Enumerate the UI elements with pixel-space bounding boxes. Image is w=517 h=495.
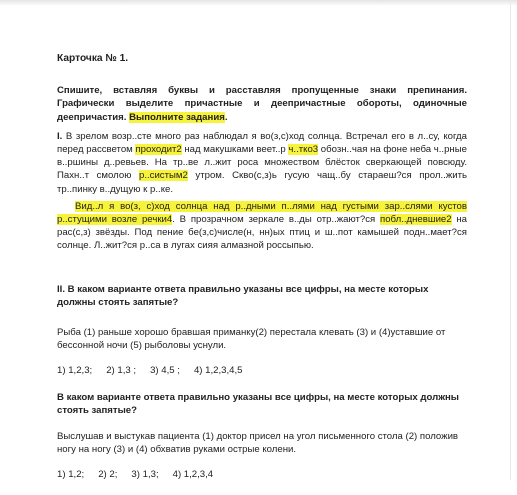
question1-option: 1) 1,2,3; — [57, 365, 93, 377]
task-highlight: Выполните задания — [129, 111, 225, 123]
p2-highlight-1: Вид..л я во(з, с)ход солнца над р..дными п..лями над густыми зар..слями кустов р..стущими возле речки4 — [57, 200, 467, 226]
question1-title: II. В каком варианте ответа правильно указаны все цифры, на месте которых должны стоять запятые? — [57, 283, 429, 308]
task-instructions — [57, 84, 467, 124]
question1-text: Рыба (1) раньше хорошо бравшая приманку(2) перестала клевать (3) и (4)уставшие от бессонной ночи (5) рыболовы уснули. — [57, 327, 446, 352]
question1-option: 2) 1,3 ; — [106, 365, 137, 377]
p1-text-c: обозн..чая на фоне неба ч..рные в..ршины д..ревьев. На тр..ве л..жит роса множеством блёсток сверкающей повсюду. Пахн..т смолою — [57, 144, 467, 182]
question1-options — [57, 364, 467, 377]
question2-title: В каком варианте ответа правильно указаны все цифры, на месте которых должны стоять запятые? — [57, 391, 459, 416]
p1-text-a: В зрелом возр..сте много раз наблюдал я во(з,с)ход солнца. Встречал его в л..су, когда перед рассветом — [57, 130, 467, 156]
p1-highlight-3: р..систым2 — [138, 170, 188, 182]
spacer — [57, 253, 467, 283]
question1-option: 3) 4,5 ; — [150, 365, 180, 377]
question2-option: 3) 1,3; — [131, 469, 159, 481]
p1-text-b: над макушками веет..р — [181, 144, 289, 156]
question2-option: 2) 2; — [98, 469, 118, 481]
p2-text-a: . В прозрачном зеркале в..ды отр..жают?ся — [172, 214, 381, 226]
p1-text-d: утром. Скво(с,з)ь гусую чащ..бу стараеш?ся прол..жить тр..пинку в..дущую к р..ке. — [57, 170, 467, 195]
section1-paragraph2 — [57, 200, 467, 253]
question2-text: Выслушав и выстукав пациента (1) доктор присел на угол письменного стола (2) положив ногу на ногу (3) и (4) обхватив руками острые колени. — [57, 431, 459, 456]
question1-option: 4) 1,2,3,4,5 — [193, 365, 243, 377]
p1-highlight-1: проходит2 — [135, 144, 182, 156]
question2-option: 4) 1,2,3,4 — [172, 469, 214, 481]
section1-number: I. — [57, 130, 63, 142]
document-body — [57, 52, 467, 495]
page-top-edge — [0, 0, 517, 6]
task-end: . — [224, 111, 228, 123]
task-text: Спишите, вставляя буквы и расставляя пропущенные знаки препинания. Графически выделите причастные и деепричастные обороты, одиночные деепричастия. — [57, 85, 467, 123]
p2-highlight-2: побл..дневшие2 — [380, 214, 452, 226]
p1-highlight-2: ч..тко3 — [288, 144, 319, 156]
section1-paragraph1 — [57, 130, 467, 196]
card-title: Карточка № 1. — [57, 53, 129, 64]
question2-option: 1) 1,2; — [57, 469, 85, 481]
page-right-edge — [510, 0, 511, 480]
p2-text-b: на рас(с,з) звёзды. Под пение бе(з,с)числе(н, нн)ых птиц и ш..пот камышей подн..мает?ся солнце. Л..жит?ся р..са в лугах сияя алмазной россыпью. — [57, 214, 468, 252]
